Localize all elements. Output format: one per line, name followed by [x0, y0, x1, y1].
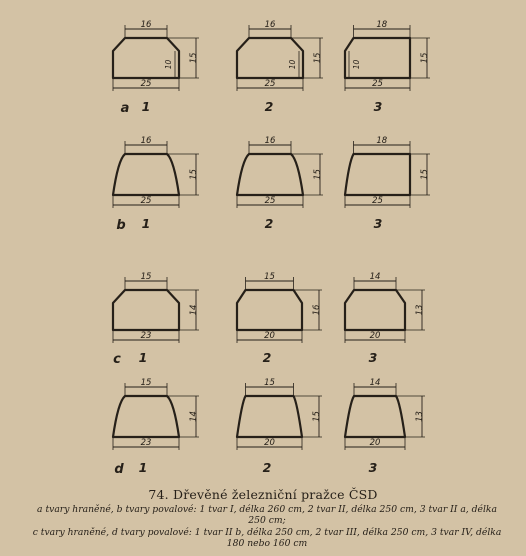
panel-b1-outline — [113, 154, 179, 195]
panel-b1-top-dim-label: 16 — [140, 136, 152, 146]
panel-a1-outline — [113, 38, 179, 78]
panel-a3-bottom-dim-label: 25 — [372, 79, 383, 89]
panel-d3-number: 3 — [368, 460, 378, 475]
panel-a3-top-dim-label: 18 — [376, 20, 388, 30]
panel-a1-side-dim-label: 10 — [164, 59, 173, 70]
figure-legend-line-2: c tvary hraněné, d tvary povalové: 1 tvar II b, délka 250 cm, 2 tvar III, délka 250 cm, 3 tvar IV, délka 180 nebo 160 cm — [32, 527, 502, 549]
panel-a1-height-dim-label: 15 — [189, 52, 199, 64]
panel-a1-number: 1 — [141, 99, 151, 114]
panel-d2-top-dim-label: 15 — [264, 378, 275, 388]
panel-a2-bottom-dim-label: 25 — [264, 79, 276, 89]
panel-c3-height-dim-label: 13 — [415, 304, 425, 316]
panel-c2-bottom-dim-label: 20 — [264, 331, 275, 341]
panel-d2-height-dim-label: 15 — [312, 411, 322, 422]
panel-a1-bottom-dim-label: 25 — [140, 79, 152, 89]
panel-c1-outline — [113, 290, 179, 330]
row-label-a: a — [120, 101, 130, 116]
panel-d1-bottom-dim-label: 23 — [140, 438, 152, 448]
panel-a2-top-dim-label: 16 — [264, 20, 276, 30]
panel-b2-number: 2 — [264, 216, 274, 231]
panel-b3-outline — [345, 154, 410, 195]
panel-d3-height-dim-label: 13 — [415, 411, 425, 422]
panel-b2-height-dim-label: 15 — [313, 169, 323, 180]
panel-c2-outline — [237, 290, 302, 330]
panel-c3-outline — [345, 290, 405, 330]
panel-d3-outline — [345, 396, 405, 437]
panel-c3-number: 3 — [368, 350, 378, 365]
panel-b3-number: 3 — [373, 216, 383, 231]
panel-d2-bottom-dim-label: 20 — [264, 438, 275, 448]
panel-a3-side-dim-label: 10 — [352, 59, 361, 70]
panel-d2-outline — [237, 396, 302, 437]
figure-caption: 74. Dřevěné železniční pražce ČSD — [148, 487, 378, 502]
panel-b3-height-dim-label: 15 — [420, 169, 430, 180]
panel-c2-height-dim-label: 16 — [312, 304, 322, 316]
panel-d1-height-dim-label: 14 — [189, 411, 199, 422]
row-label-c: c — [113, 352, 121, 367]
panel-b2-bottom-dim-label: 25 — [264, 196, 276, 206]
panel-c2-number: 2 — [262, 350, 272, 365]
panel-c1-top-dim-label: 15 — [140, 272, 152, 282]
panel-b1-number: 1 — [141, 216, 151, 231]
panel-a2-height-dim-label: 15 — [313, 52, 323, 64]
panel-d3-top-dim-label: 14 — [369, 378, 381, 388]
panel-b3-bottom-dim-label: 25 — [372, 196, 383, 206]
panel-c1-height-dim-label: 14 — [189, 304, 199, 316]
panel-b1-bottom-dim-label: 25 — [140, 196, 152, 206]
figure-legend-line-1: a tvary hraněné, b tvary povalové: 1 tvar I, délka 260 cm, 2 tvar II, délka 250 cm, 3 tvar II a, délka 250 cm; — [37, 504, 497, 526]
panel-c2-top-dim-label: 15 — [264, 272, 275, 282]
panel-a3-height-dim-label: 15 — [420, 52, 430, 64]
panel-b1-height-dim-label: 15 — [189, 169, 199, 180]
panel-a1-top-dim-label: 16 — [140, 20, 152, 30]
row-label-d: d — [114, 462, 124, 477]
panel-d3-bottom-dim-label: 20 — [369, 438, 381, 448]
panel-b2-top-dim-label: 16 — [264, 136, 276, 146]
panel-d1-outline — [113, 396, 179, 437]
panel-c1-number: 1 — [138, 350, 148, 365]
panel-d1-number: 1 — [138, 460, 148, 475]
panel-a2-outline — [237, 38, 303, 78]
panel-c1-bottom-dim-label: 23 — [140, 331, 152, 341]
panel-c3-top-dim-label: 14 — [369, 272, 381, 282]
panel-d1-top-dim-label: 15 — [140, 378, 152, 388]
panel-a3-number: 3 — [373, 99, 383, 114]
panel-a2-number: 2 — [264, 99, 274, 114]
row-label-b: b — [116, 218, 126, 233]
panel-b3-top-dim-label: 18 — [376, 136, 388, 146]
panel-c3-bottom-dim-label: 20 — [369, 331, 381, 341]
panel-b2-outline — [237, 154, 303, 195]
panel-a2-side-dim-label: 10 — [288, 59, 297, 70]
panel-d2-number: 2 — [262, 460, 272, 475]
panel-a3-outline — [345, 38, 410, 78]
